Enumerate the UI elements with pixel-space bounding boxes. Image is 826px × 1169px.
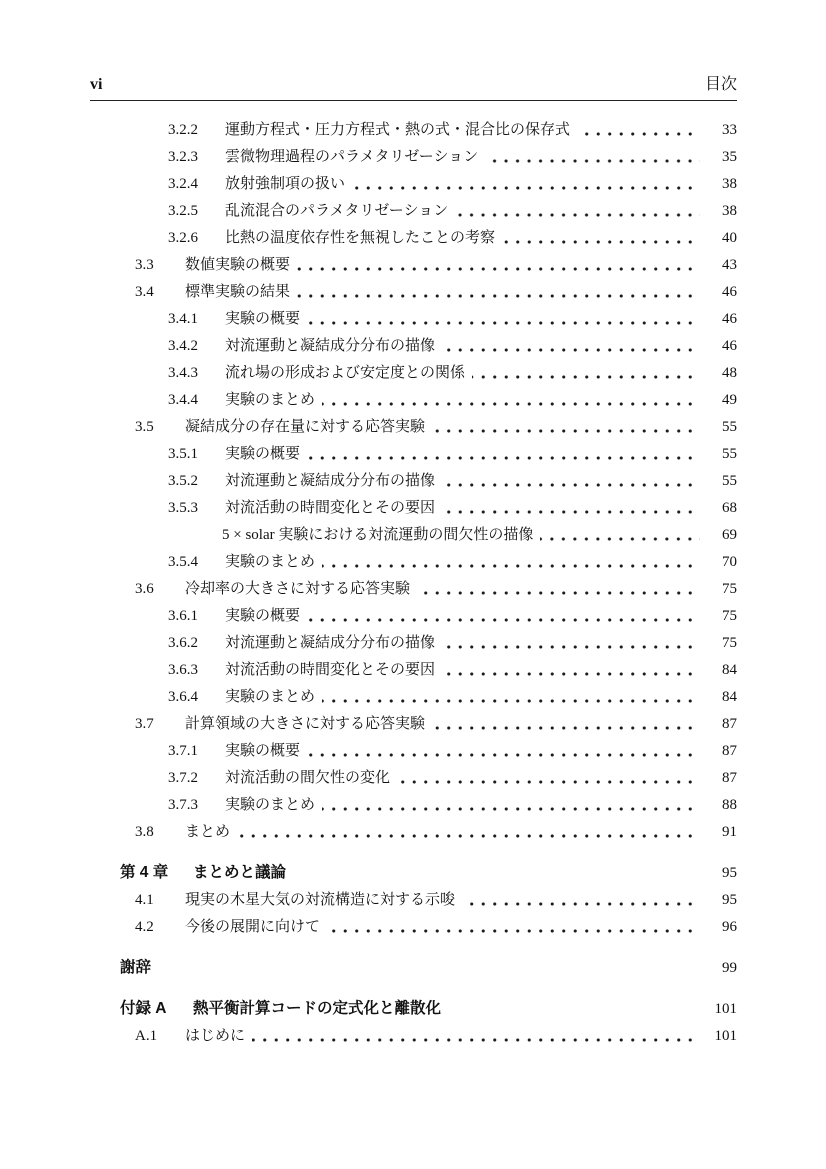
toc-entry-page: 43 (722, 257, 737, 273)
toc-entry-title: 今後の展開に向けて (185, 919, 321, 935)
toc-entry-title: 5 × solar 実験における対流運動の間欠性の描像 (222, 527, 534, 543)
toc-entry (90, 225, 737, 252)
toc-entry-number: 4.1 (135, 892, 154, 908)
toc-entry-title: まとめと議論 (193, 864, 287, 881)
toc-entry-title: 謝辞 (120, 959, 152, 976)
toc-leader-dots (293, 859, 700, 887)
toc-entry-page: 38 (722, 176, 737, 192)
toc-entry (90, 414, 737, 441)
toc-leader-dots (307, 603, 700, 630)
toc-leader-dots (307, 738, 700, 765)
toc-entry-number: 3.4.3 (168, 365, 198, 381)
toc-leader-dots (502, 225, 700, 252)
toc-leader-dots (448, 995, 700, 1023)
toc-entry-title: 対流運動と凝結成分分布の描像 (225, 338, 436, 354)
toc-entry-page: 38 (722, 203, 737, 219)
toc-leader-dots (158, 954, 700, 982)
toc-entry (90, 711, 737, 738)
toc-entry (90, 792, 737, 819)
toc-entry-number: 3.5.4 (168, 554, 198, 570)
toc-entry (90, 819, 737, 846)
toc-leader-dots (352, 171, 700, 198)
toc-entry-title: 凝結成分の存在量に対する応答実験 (185, 419, 426, 435)
toc-entry (90, 117, 737, 144)
toc-entry-number: 3.7.3 (168, 797, 198, 813)
toc-entry-page: 75 (722, 581, 737, 597)
toc-entry-page: 75 (722, 608, 737, 624)
toc-entry-page: 55 (722, 473, 737, 489)
toc-entry-number: 3.4.4 (168, 392, 198, 408)
toc-entry-page: 35 (722, 149, 737, 165)
toc-entry (90, 914, 737, 941)
toc-entry-page: 75 (722, 635, 737, 651)
toc-entry (90, 630, 737, 657)
toc-entry-page: 87 (722, 770, 737, 786)
toc-leader-dots (472, 360, 700, 387)
toc-leader-dots (442, 333, 700, 360)
toc-leader-dots (540, 522, 700, 549)
toc-entry-title: 熱平衡計算コードの定式化と離散化 (193, 1000, 442, 1017)
toc-leader-dots (397, 765, 700, 792)
toc-leader-dots (455, 198, 700, 225)
toc-entry (90, 279, 737, 306)
toc-entry (90, 333, 737, 360)
toc-entry (90, 1023, 737, 1050)
toc-entry (90, 306, 737, 333)
toc-entry-page: 91 (722, 824, 737, 840)
toc-entry (90, 495, 737, 522)
toc-entry-number: 4.2 (135, 919, 154, 935)
toc-entry-title: 対流活動の間欠性の変化 (225, 770, 391, 786)
toc-entry-number: 3.5 (135, 419, 154, 435)
toc-entry-number: 3.5.1 (168, 446, 198, 462)
toc-entry-title: 乱流混合のパラメタリゼーション (225, 203, 449, 219)
toc-entry (90, 252, 737, 279)
toc-entry-title: 対流活動の時間変化とその要因 (225, 500, 436, 516)
toc-entry-page: 55 (722, 419, 737, 435)
toc-leader-dots (485, 144, 700, 171)
toc-entry-page: 99 (722, 960, 737, 976)
toc-entry-number: 3.4.1 (168, 311, 198, 327)
toc-entry-number: A.1 (135, 1028, 158, 1044)
toc-entry-title: 実験のまとめ (225, 392, 316, 408)
toc-leader-dots (432, 414, 700, 441)
toc-entry-page: 95 (722, 892, 737, 908)
toc-leader-dots (297, 252, 700, 279)
toc-entry (90, 144, 737, 171)
toc-entry-page: 70 (722, 554, 737, 570)
toc-entry-number: 3.8 (135, 824, 154, 840)
toc-entry-title: 実験のまとめ (225, 797, 316, 813)
toc-entry (90, 468, 737, 495)
toc-entry-number: 3.5.3 (168, 500, 198, 516)
toc-entry-number: 第 4 章 (120, 864, 169, 881)
toc-entry (90, 657, 737, 684)
toc-entry-page: 49 (722, 392, 737, 408)
toc-leader-dots (417, 576, 700, 603)
toc-entry-page: 46 (722, 311, 737, 327)
toc-entry (90, 198, 737, 225)
toc-entry-number: 3.3 (135, 257, 154, 273)
toc-entry-number: 3.2.6 (168, 230, 198, 246)
toc-entry-number: 3.2.4 (168, 176, 198, 192)
toc-leader-dots (442, 630, 700, 657)
toc-entry-page: 96 (722, 919, 737, 935)
page-header (90, 76, 737, 101)
toc-entry-page: 68 (722, 500, 737, 516)
toc-leader-dots (322, 549, 700, 576)
toc-entry-title: 運動方程式・圧力方程式・熱の式・混合比の保存式 (225, 122, 571, 138)
toc-entry (90, 522, 737, 549)
toc-entry-title: 対流運動と凝結成分分布の描像 (225, 635, 436, 651)
toc-entry-title: 雲微物理過程のパラメタリゼーション (225, 149, 479, 165)
toc-entry (90, 549, 737, 576)
toc-leader-dots (307, 306, 700, 333)
toc-entry-title: 対流活動の時間変化とその要因 (225, 662, 436, 678)
header-title: 目次 (704, 76, 737, 93)
toc-entry-page: 48 (722, 365, 737, 381)
toc-leader-dots (327, 914, 700, 941)
toc-entry-number: 3.6.4 (168, 689, 198, 705)
toc-entry-title: 流れ場の形成および安定度との関係 (225, 365, 466, 381)
toc-entry (90, 360, 737, 387)
toc-leader-dots (462, 887, 700, 914)
toc-leader-dots (442, 657, 700, 684)
toc-entry-number: 3.2.5 (168, 203, 198, 219)
toc-entry-title: 現実の木星大気の対流構造に対する示唆 (185, 892, 456, 908)
toc-entry-number: 3.2.3 (168, 149, 198, 165)
toc-entry-page: 33 (722, 122, 737, 138)
toc-entry (90, 887, 737, 914)
toc-entry-page: 101 (714, 1001, 737, 1017)
toc-entry (90, 387, 737, 414)
toc-entry-title: 比熱の温度依存性を無視したことの考察 (225, 230, 496, 246)
toc-entry (90, 738, 737, 765)
toc-entry-number: 3.6.3 (168, 662, 198, 678)
toc-entry (90, 603, 737, 630)
toc-entry-title: まとめ (185, 824, 231, 840)
toc-entry-title: 実験の概要 (225, 446, 301, 462)
toc-entry-page: 69 (722, 527, 737, 543)
toc-entry-number: 3.4.2 (168, 338, 198, 354)
toc-entry-number: 3.7.1 (168, 743, 198, 759)
toc-entry (90, 441, 737, 468)
toc-entry-title: 実験の概要 (225, 743, 301, 759)
toc-leader-dots (432, 711, 700, 738)
toc-entry-page: 46 (722, 284, 737, 300)
toc-leader-dots (442, 468, 700, 495)
toc-entry (90, 859, 737, 887)
toc-entry-number: 3.7.2 (168, 770, 198, 786)
toc-entry-page: 40 (722, 230, 737, 246)
toc-entry-number: 3.6.2 (168, 635, 198, 651)
toc-entry (90, 576, 737, 603)
toc-entry-page: 101 (714, 1028, 737, 1044)
toc-leader-dots (577, 117, 700, 144)
toc-leader-dots (322, 792, 700, 819)
toc-entry (90, 171, 737, 198)
toc-leader-dots (307, 441, 700, 468)
toc-entry (90, 995, 737, 1023)
toc-entry (90, 765, 737, 792)
toc-entry-title: 実験のまとめ (225, 689, 316, 705)
toc-entry-title: 数値実験の概要 (185, 257, 291, 273)
toc-entry-page: 84 (722, 662, 737, 678)
toc-entry-page: 46 (722, 338, 737, 354)
toc-entry-page: 87 (722, 743, 737, 759)
toc-entry-page: 87 (722, 716, 737, 732)
toc-entry-title: 対流運動と凝結成分分布の描像 (225, 473, 436, 489)
toc-entry-title: 標準実験の結果 (185, 284, 291, 300)
toc-entry-title: 計算領域の大きさに対する応答実験 (185, 716, 426, 732)
toc-leader-dots (442, 495, 700, 522)
toc-entry-number: 3.6.1 (168, 608, 198, 624)
toc-entry-number: 付録 A (120, 1000, 167, 1017)
toc-leader-dots (322, 684, 700, 711)
toc-entry-number: 3.2.2 (168, 122, 198, 138)
toc-entry-page: 95 (722, 865, 737, 881)
page-number-label: vi (90, 76, 103, 93)
toc-entry (90, 684, 737, 711)
toc-entry-title: はじめに (185, 1028, 246, 1044)
toc-entry-title: 放射強制項の扱い (225, 176, 346, 192)
toc-entry-title: 実験の概要 (225, 311, 301, 327)
toc-entry-title: 冷却率の大きさに対する応答実験 (185, 581, 411, 597)
toc-entry-page: 84 (722, 689, 737, 705)
toc-leader-dots (322, 387, 700, 414)
toc-entry-title: 実験の概要 (225, 608, 301, 624)
toc-entry-page: 88 (722, 797, 737, 813)
table-of-contents (90, 117, 737, 1050)
toc-entry-number: 3.5.2 (168, 473, 198, 489)
toc-entry-number: 3.6 (135, 581, 154, 597)
toc-entry-number: 3.7 (135, 716, 154, 732)
toc-leader-dots (252, 1023, 700, 1050)
toc-entry-title: 実験のまとめ (225, 554, 316, 570)
toc-leader-dots (297, 279, 700, 306)
toc-entry-page: 55 (722, 446, 737, 462)
toc-entry-number: 3.4 (135, 284, 154, 300)
toc-leader-dots (237, 819, 700, 846)
toc-entry (90, 954, 737, 982)
